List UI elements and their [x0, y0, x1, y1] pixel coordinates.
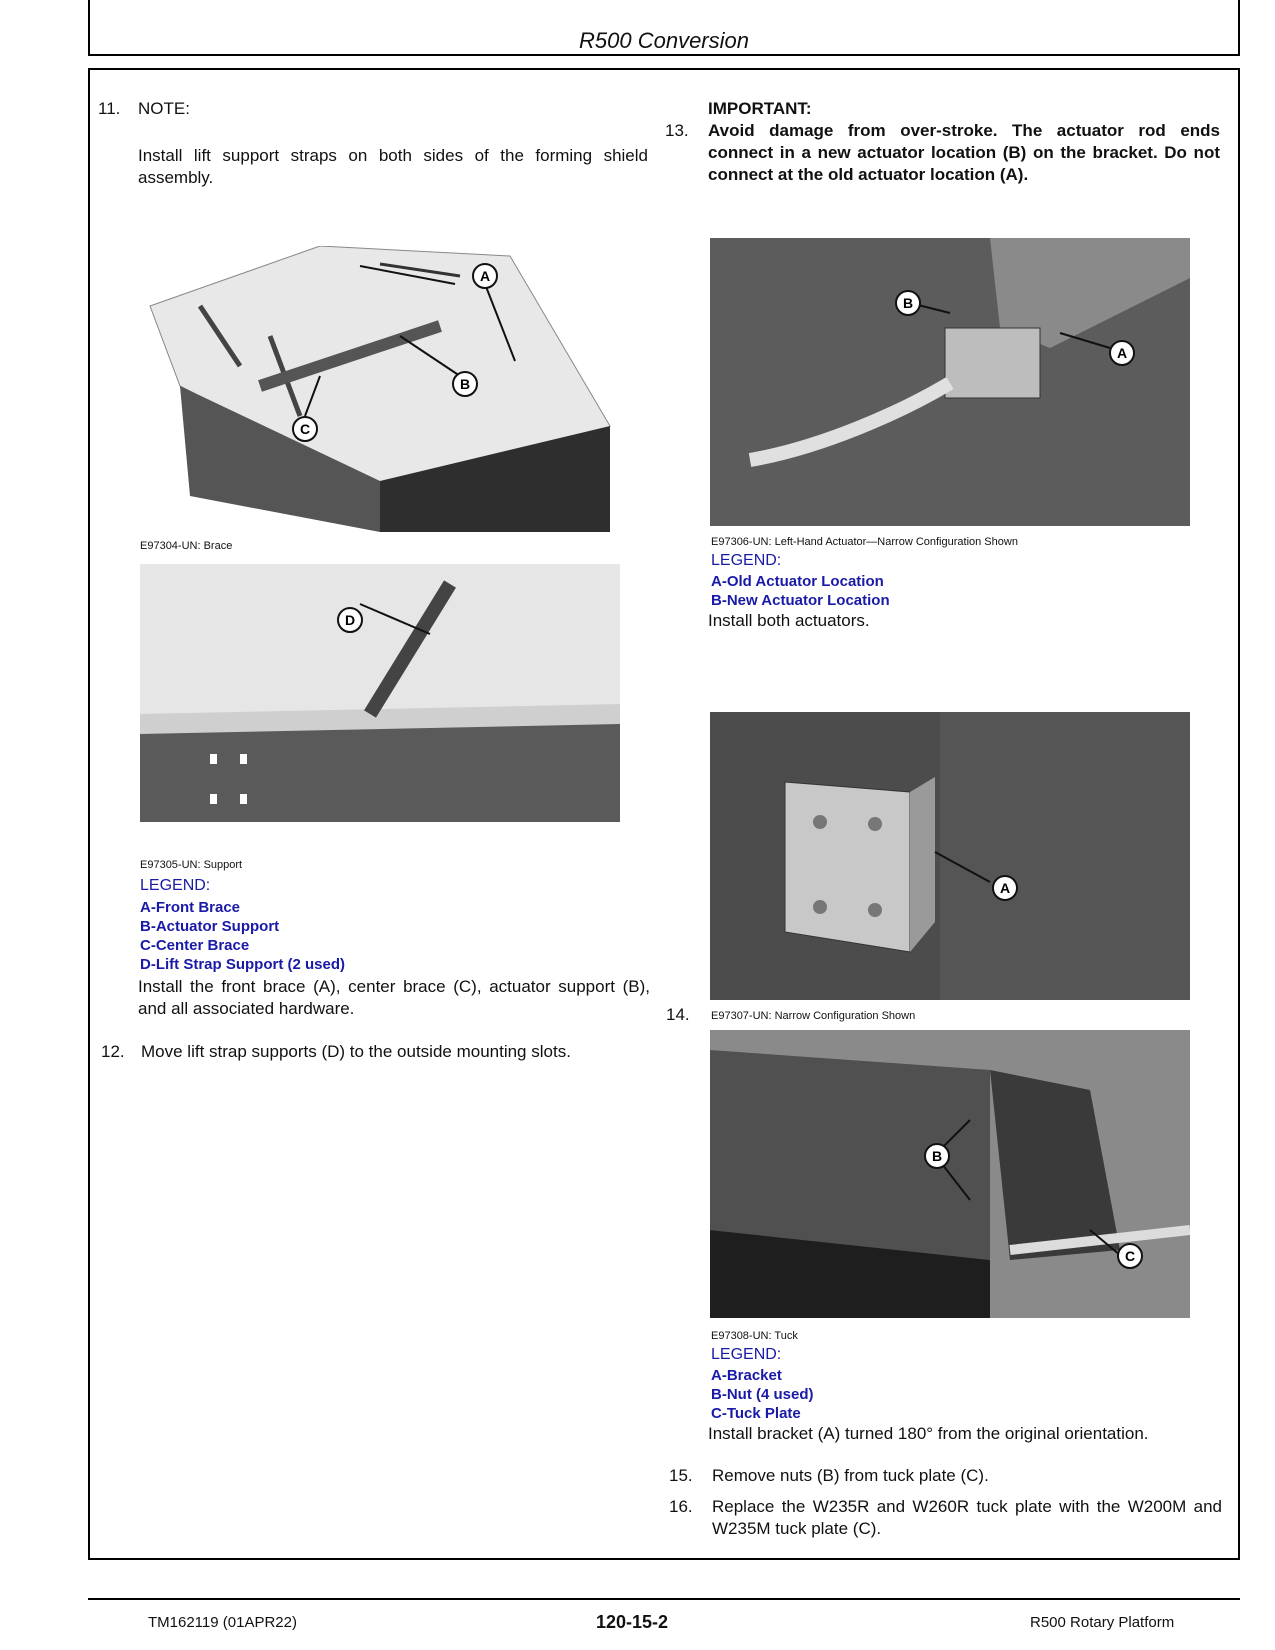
step-16-text: Replace the W235R and W260R tuck plate with the W200M and W235M tuck plate (C).: [712, 1497, 1222, 1538]
legend-item: B-Actuator Support: [140, 918, 280, 935]
legend-item: C-Center Brace: [140, 937, 250, 954]
install-bracket-text: Install bracket (A) turned 180° from the original orientation.: [708, 1424, 1149, 1443]
footer-doc-id: TM162119 (01APR22): [148, 1614, 297, 1631]
legend-item: A-Front Brace: [140, 899, 241, 916]
page-title: R500 Conversion: [579, 28, 749, 53]
step-15-text: Remove nuts (B) from tuck plate (C).: [712, 1466, 989, 1485]
legend-title: LEGEND:: [711, 552, 782, 569]
callout-b: B: [459, 376, 471, 392]
callout-c: C: [299, 421, 311, 437]
step-11-number: 11.: [98, 99, 121, 118]
step-12-text: Move lift strap supports (D) to the outside mounting slots.: [141, 1042, 571, 1061]
step-13-text: Avoid damage from over-stroke. The actuator rod ends connect in a new actuator location (B) on the bracket. Do not connect at the old actuator location (A).: [708, 121, 1220, 184]
figure-brace: [140, 246, 620, 532]
callout-d: D: [344, 612, 356, 628]
legend-title: LEGEND:: [140, 877, 211, 894]
figure-bracket-caption: E97307-UN: Narrow Configuration Shown: [711, 1010, 916, 1022]
step-11-note: NOTE:: [138, 99, 190, 118]
legend-item: B-Nut (4 used): [711, 1386, 814, 1403]
callout-b: B: [902, 295, 914, 311]
step-16-number: 16.: [669, 1497, 693, 1516]
figure-tuck: [710, 1030, 1190, 1318]
legend-item: C-Tuck Plate: [711, 1405, 801, 1422]
install-actuators-text: Install both actuators.: [708, 611, 870, 630]
legend-item: D-Lift Strap Support (2 used): [140, 956, 345, 973]
callout-b: B: [931, 1148, 943, 1164]
callout-a: A: [999, 880, 1011, 896]
step-13-number: 13.: [665, 121, 689, 140]
step-11-text: Install lift support straps on both sides of the forming shield assembly.: [138, 146, 648, 187]
footer-page-number: 120-15-2: [596, 1612, 669, 1632]
figure-actuator: [710, 238, 1190, 526]
figure-support-caption: E97305-UN: Support: [140, 859, 243, 871]
callout-a: A: [479, 268, 491, 284]
step-15-number: 15.: [669, 1466, 693, 1485]
legend-item: A-Bracket: [711, 1367, 782, 1384]
footer-rule: [88, 1598, 1240, 1600]
install-brace-text: Install the front brace (A), center brace (C), actuator support (B), and all associated hardware.: [138, 977, 650, 1018]
step-14-number: 14.: [666, 1005, 690, 1024]
figure-tuck-caption: E97308-UN: Tuck: [711, 1330, 798, 1342]
figure-brace-caption: E97304-UN: Brace: [140, 540, 233, 552]
callout-a: A: [1116, 345, 1128, 361]
legend-item: B-New Actuator Location: [711, 592, 890, 609]
legend-title: LEGEND:: [711, 1346, 782, 1363]
step-12-number: 12.: [101, 1042, 125, 1061]
figure-actuator-caption: E97306-UN: Left-Hand Actuator—Narrow Configuration Shown: [711, 536, 1018, 548]
figure-support: [140, 564, 620, 822]
callout-c: C: [1124, 1248, 1136, 1264]
legend-item: A-Old Actuator Location: [711, 573, 884, 590]
figure-bracket: [710, 712, 1190, 1000]
footer-product: R500 Rotary Platform: [1030, 1614, 1175, 1631]
important-label: IMPORTANT:: [708, 99, 812, 118]
